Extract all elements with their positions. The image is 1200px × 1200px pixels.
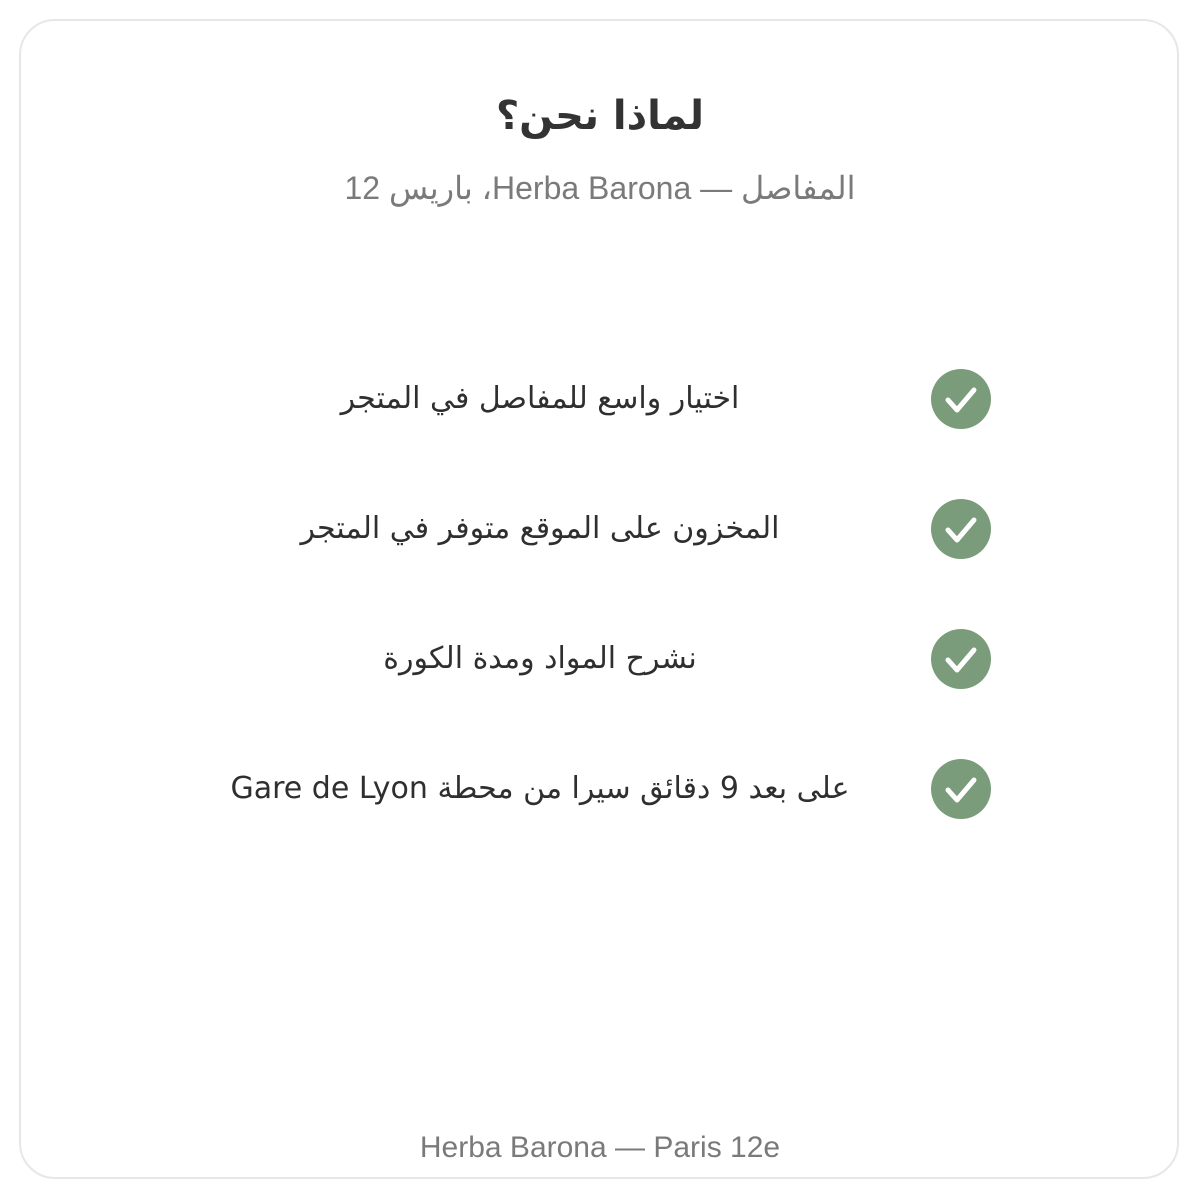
check-circle-icon xyxy=(931,629,991,689)
feature-text: نشرح المواد ومدة الكورة xyxy=(383,641,697,676)
page-title: لماذا نحن؟ xyxy=(495,93,705,139)
feature-item xyxy=(200,369,992,429)
footer-text: Herba Barona — Paris 12e xyxy=(419,1131,781,1164)
feature-item xyxy=(200,629,992,689)
feature-text: اختيار واسع للمفاصل في المتجر xyxy=(340,381,740,416)
feature-item xyxy=(200,499,992,559)
feature-text: المخزون على الموقع متوفر في المتجر xyxy=(300,511,780,546)
feature-item xyxy=(200,759,992,819)
feature-list xyxy=(200,369,992,889)
feature-text: على بعد 9 دقائق سيرا من محطة Gare de Lyon xyxy=(230,771,850,806)
page-subtitle: المفاصل — Herba Barona، باريس 12 xyxy=(344,170,856,206)
check-circle-icon xyxy=(931,499,991,559)
check-circle-icon xyxy=(931,369,991,429)
check-circle-icon xyxy=(931,759,991,819)
